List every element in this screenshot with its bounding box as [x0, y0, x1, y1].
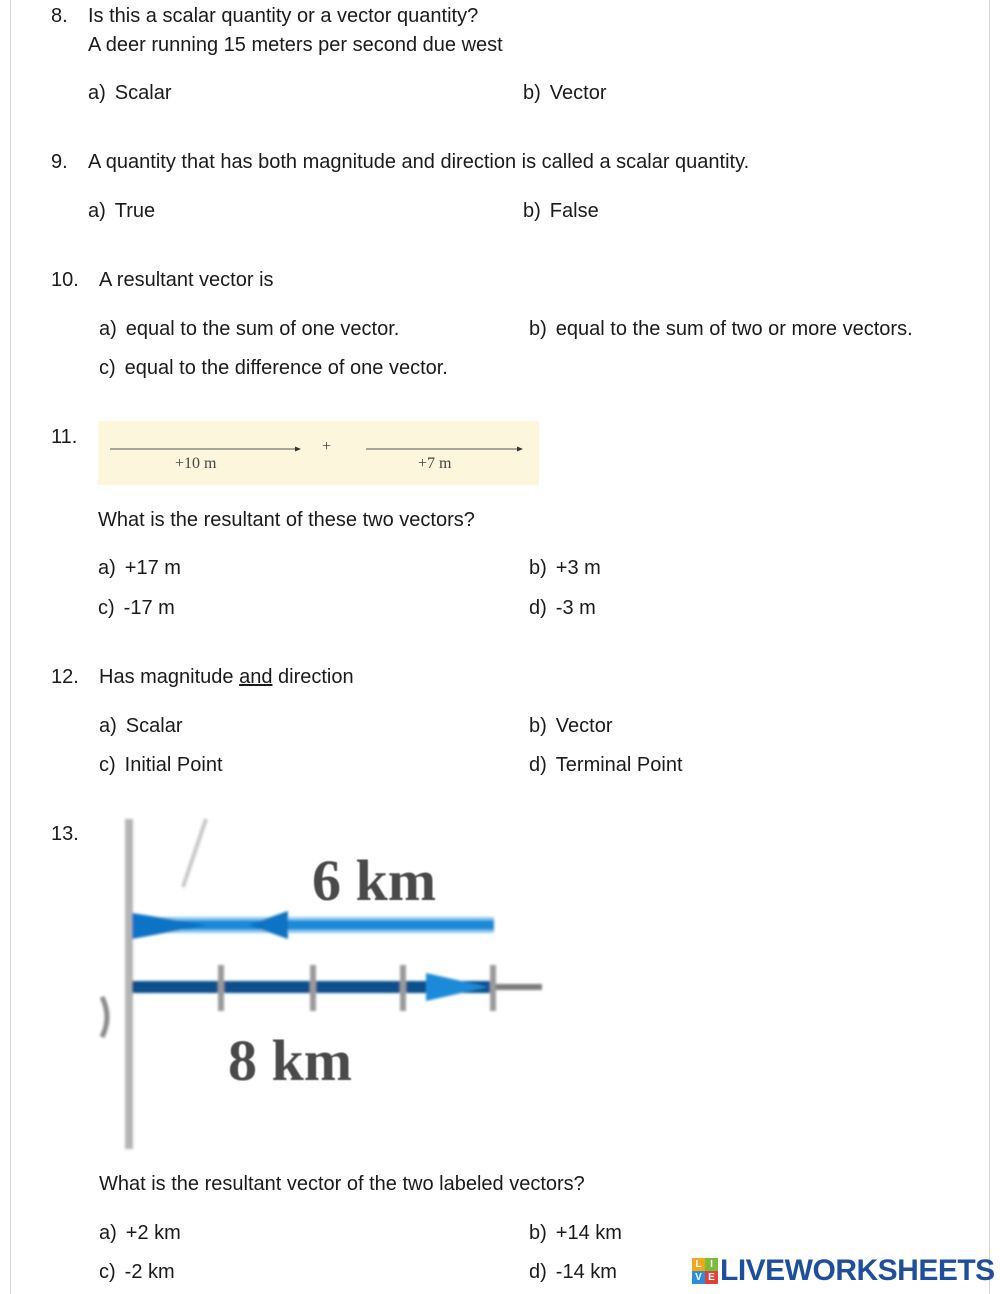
option-letter: b) — [523, 82, 541, 104]
option-letter: c) — [99, 1261, 116, 1283]
option-letter: b) — [529, 715, 547, 737]
question-text-after: direction — [272, 666, 354, 688]
option-text: True — [114, 200, 156, 222]
option-letter: c) — [99, 357, 116, 379]
vector-km-figure — [98, 817, 548, 1152]
option-text: +2 km — [125, 1222, 181, 1244]
option-b[interactable] — [523, 199, 599, 223]
question-number: 11. — [51, 426, 78, 448]
option-letter: b) — [529, 318, 547, 340]
vector-8km-label: 8 km — [228, 1028, 353, 1093]
question-text-before: Has magnitude — [99, 666, 240, 688]
option-letter: d) — [529, 1261, 547, 1283]
option-text: Terminal Point — [555, 754, 683, 776]
liveworksheets-logo[interactable] — [692, 1254, 995, 1288]
option-b[interactable] — [529, 714, 613, 738]
question-text — [99, 665, 354, 689]
vector-7m-arrowhead — [517, 447, 523, 452]
question-text: A quantity that has both magnitude and direction is called a scalar quantity. — [88, 151, 750, 173]
logo-mark-cell: I — [705, 1258, 718, 1271]
question-text: What is the resultant of these two vectors? — [98, 509, 475, 531]
logo-mark-cell: V — [692, 1271, 705, 1284]
option-text: Scalar — [114, 82, 172, 104]
option-letter: a) — [99, 715, 117, 737]
origin-bracket — [102, 997, 107, 1037]
option-a[interactable] — [99, 714, 183, 738]
option-text: +3 m — [555, 557, 601, 579]
option-a[interactable] — [88, 199, 155, 223]
option-letter: a) — [99, 318, 117, 340]
vector-10m-arrowhead — [295, 447, 301, 452]
logo-wordmark: LIVEWORKSHEETS — [720, 1254, 995, 1287]
vector-10m-label: +10 m — [175, 455, 217, 472]
question-text: A resultant vector is — [99, 269, 274, 291]
option-text: -14 km — [555, 1261, 617, 1283]
page-border-left — [10, 0, 11, 1294]
option-text: False — [549, 200, 599, 222]
logo-mark-icon — [692, 1258, 718, 1284]
question-number: 10. — [51, 269, 79, 291]
option-letter: a) — [88, 82, 106, 104]
option-c[interactable] — [99, 356, 448, 380]
slanted-line — [183, 819, 206, 887]
option-d[interactable] — [529, 596, 596, 620]
option-letter: d) — [529, 754, 547, 776]
option-text: Scalar — [125, 715, 183, 737]
option-a[interactable] — [99, 317, 399, 341]
tick-mark — [400, 965, 406, 1011]
option-text: Vector — [555, 715, 613, 737]
option-letter: b) — [529, 1222, 547, 1244]
tick-mark — [310, 965, 316, 1011]
option-text: equal to the sum of one vector. — [125, 318, 400, 340]
vector-7m-label: +7 m — [418, 455, 452, 472]
question-number: 8. — [51, 5, 68, 27]
vector-6km-tail-arrow — [132, 913, 208, 939]
page-border-right — [989, 0, 990, 1294]
option-b[interactable] — [523, 81, 607, 105]
tick-mark — [490, 965, 496, 1011]
option-c[interactable] — [99, 1260, 175, 1284]
option-text: equal to the sum of two or more vectors. — [555, 318, 913, 340]
question-number: 9. — [51, 151, 68, 173]
option-letter: a) — [98, 557, 116, 579]
option-b[interactable] — [529, 1221, 622, 1245]
option-letter: a) — [88, 200, 106, 222]
option-letter: b) — [529, 557, 547, 579]
option-text: -3 m — [555, 597, 596, 619]
option-letter: c) — [98, 597, 115, 619]
vector-6km-arrowhead — [248, 911, 288, 939]
option-letter: c) — [99, 754, 116, 776]
logo-mark-cell: L — [692, 1258, 705, 1271]
option-text: -17 m — [123, 597, 175, 619]
option-text: +17 m — [124, 557, 181, 579]
question-number: 12. — [51, 666, 79, 688]
question-text-underlined: and — [239, 666, 273, 688]
option-c[interactable] — [99, 753, 223, 777]
option-c[interactable] — [98, 596, 175, 620]
option-text: -2 km — [124, 1261, 175, 1283]
plus-sign: + — [322, 438, 332, 455]
option-d[interactable] — [529, 1260, 617, 1284]
vertical-axis — [125, 819, 133, 1149]
option-letter: d) — [529, 597, 547, 619]
vector-addition-figure — [98, 421, 539, 485]
option-a[interactable] — [99, 1221, 181, 1245]
option-b[interactable] — [529, 317, 913, 341]
option-text: equal to the difference of one vector. — [124, 357, 448, 379]
question-text: Is this a scalar quantity or a vector quantity? — [88, 5, 479, 27]
option-b[interactable] — [529, 556, 601, 580]
option-a[interactable] — [98, 556, 181, 580]
vector-8km-arrowhead — [426, 973, 488, 1001]
option-text: Initial Point — [124, 754, 223, 776]
logo-mark-cell: E — [705, 1271, 718, 1284]
option-text: Vector — [549, 82, 607, 104]
option-d[interactable] — [529, 753, 683, 777]
option-a[interactable] — [88, 81, 172, 105]
question-subtext: A deer running 15 meters per second due west — [88, 34, 503, 56]
question-number: 13. — [51, 823, 79, 845]
question-text: What is the resultant vector of the two labeled vectors? — [99, 1173, 585, 1195]
vector-arrows — [98, 421, 539, 485]
vector-6km-label: 6 km — [312, 848, 437, 913]
option-letter: a) — [99, 1222, 117, 1244]
tick-mark — [218, 965, 224, 1011]
option-text: +14 km — [555, 1222, 622, 1244]
option-letter: b) — [523, 200, 541, 222]
